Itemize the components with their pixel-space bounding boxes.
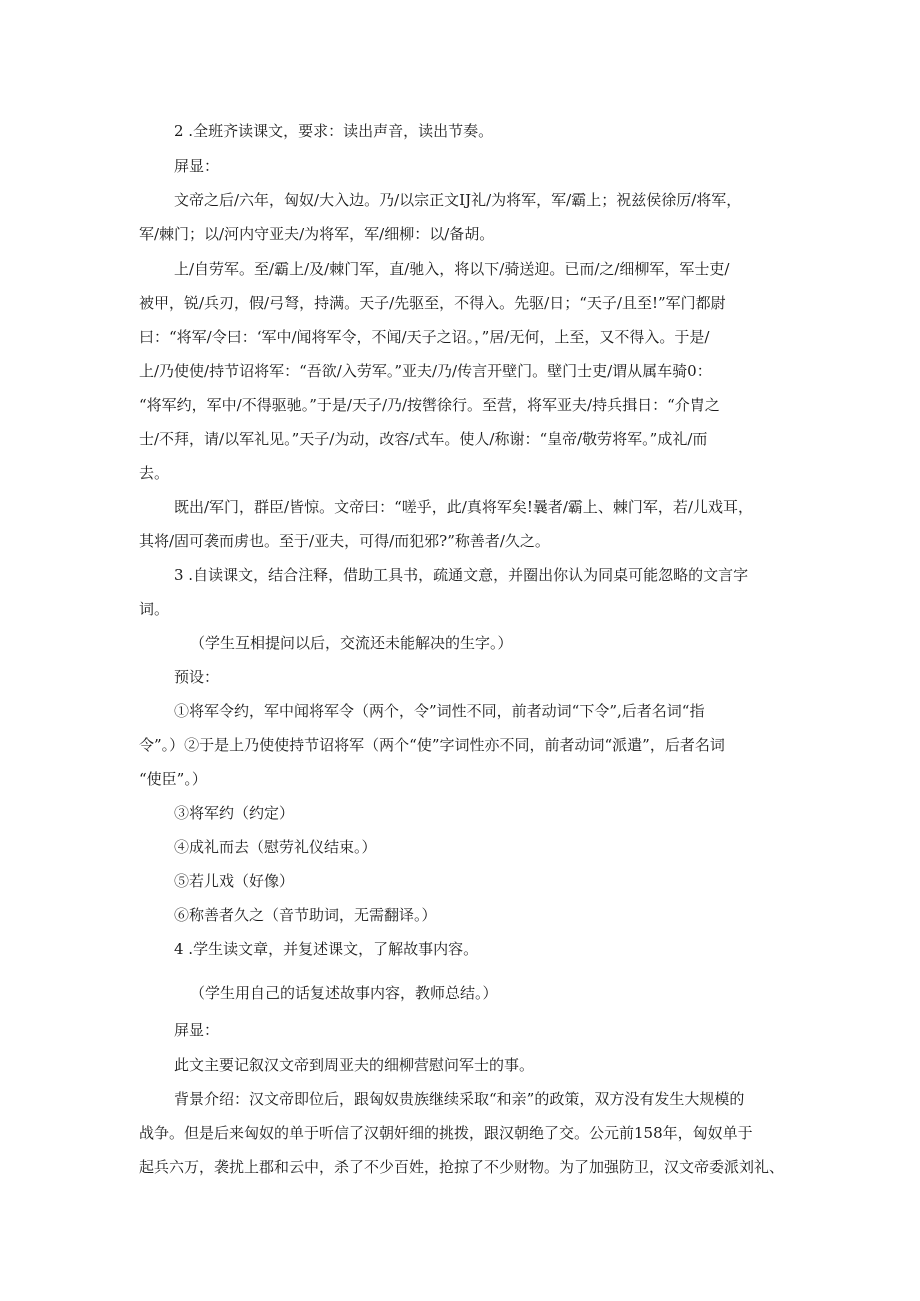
step-4-heading: 4 .学生读文章，并复述课文，了解故事内容。 bbox=[174, 940, 479, 958]
text-line: 被甲，锐/兵刃，假/弓弩，持满。天子/先驱至，不得入。先驱/日；“天子/且至!”军门都尉 bbox=[139, 294, 726, 312]
text-line: 文帝之后/六年，匈奴/大入边。乃/以宗正文IJ礼/为将军，军/霸上；祝兹侯徐厉/将军， bbox=[174, 191, 742, 209]
screen-label: 屏显： bbox=[174, 157, 220, 175]
text-line: 曰：“将军/令曰：‘军中/闻将军令，不闻/天子之诏。，”居/无何，上至，又不得入。于是/ bbox=[139, 328, 710, 346]
text-line: 战争。但是后来匈奴的单于听信了汉朝奸细的挑拨，跟汉朝绝了交。公元前158年，匈奴单于 bbox=[139, 1124, 753, 1142]
text-line: 此文主要记叙汉文帝到周亚夫的细柳营慰问军士的事。 bbox=[174, 1056, 535, 1074]
preset-label: 预设： bbox=[174, 668, 220, 686]
text-line: 既出/军门，群臣/皆惊。文帝曰：“嗟乎，此/真将军矣!曩者/霸上、棘门军，若/儿戏耳， bbox=[174, 498, 753, 516]
step-3-heading: 3 .自读课文，结合注释，借助工具书，疏通文意，并圈出你认为同桌可能忽略的文言字 bbox=[174, 566, 749, 584]
list-item: ⑥称善者久之（音节助词，无需翻译。） bbox=[174, 906, 437, 924]
list-item: ⑤若儿戏（好像） bbox=[174, 872, 295, 890]
list-item: ④成礼而去（慰劳礼仪结束。） bbox=[174, 838, 377, 856]
text-line: 令”。）②于是上乃使使持节诏将军（两个“使”字词性亦不同，前者动词“派遣”，后者名词 bbox=[139, 736, 725, 754]
text-line: “将军约，军中/不得驱驰。”于是/天子/乃/按辔徐行。至营，将军亚夫/持兵揖日：“介胄之 bbox=[139, 396, 720, 414]
step-2-heading: 2 .全班齐读课文，要求：读出声音，读出节奏。 bbox=[174, 122, 494, 140]
screen-label: 屏显： bbox=[174, 1021, 220, 1039]
text-line: 士/不拜，请/以军礼见。”天子/为动，改容/式车。使人/称谢：“皇帝/敬劳将军。”成礼/而 bbox=[139, 430, 708, 448]
text-line: 其将/固可袭而虏也。至于/亚夫，可得/而犯邪?”称善者/久之。 bbox=[139, 532, 550, 550]
text-line: 去。 bbox=[139, 464, 170, 482]
text-line: 词。 bbox=[139, 600, 170, 618]
note-line: （学生互相提问以后，交流还未能解决的生字。） bbox=[190, 634, 513, 652]
text-line: 上/自劳军。至/霸上/及/棘门军，直/驰入，将以下/骑送迎。已而/之/细柳军，军士吏/ bbox=[174, 260, 730, 278]
text-line: ①将军令约，军中闻将军令（两个，令”词性不同，前者动词“下令”,后者名词“指 bbox=[174, 702, 705, 720]
text-line: 军/棘门；以/河内守亚夫/为将军，军/细柳：以/备胡。 bbox=[139, 225, 495, 243]
text-line: “使臣”。） bbox=[139, 770, 207, 788]
note-line: （学生用自己的话复述故事内容，教师总结。） bbox=[190, 984, 498, 1002]
text-line: 起兵六万，袭扰上郡和云中，杀了不少百姓，抢掠了不少财物。为了加强防卫，汉文帝委派刘礼、 bbox=[139, 1158, 785, 1176]
text-line: 上/乃使使/持节诏将军：“吾欲/入劳军。”亚夫/乃/传言开壁门。壁门士吏/谓从属车骑0： bbox=[139, 362, 712, 380]
text-line: 背景介绍：汉文帝即位后，跟匈奴贵族继续采取“和亲”的政策，双方没有发生大规模的 bbox=[174, 1090, 745, 1108]
list-item: ③将军约（约定） bbox=[174, 804, 295, 822]
